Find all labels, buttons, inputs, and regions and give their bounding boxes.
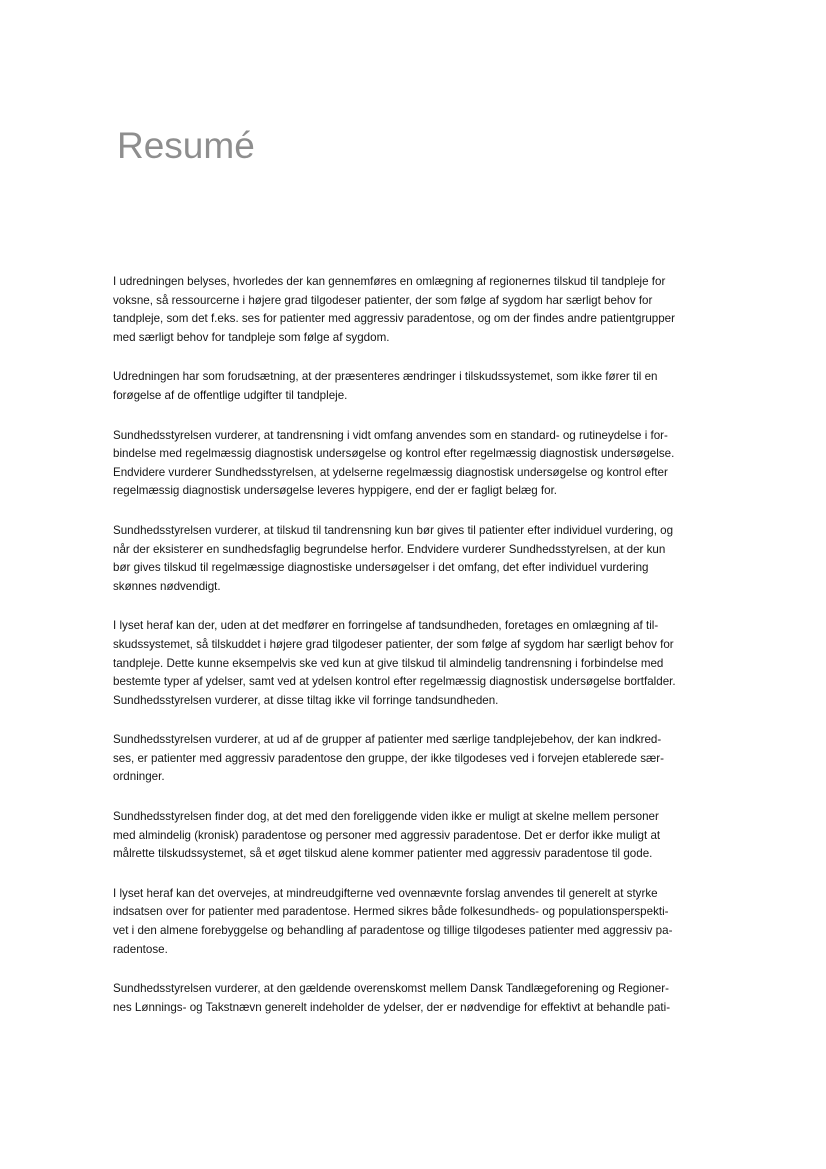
- text-line: ordninger.: [113, 770, 165, 784]
- text-line: bestemte typer af ydelser, samt ved at ydelsen kontrol efter regelmæssig diagnostisk undersøgelse bortfalder.: [113, 675, 676, 689]
- paragraph: [113, 808, 688, 864]
- text-line: med særligt behov for tandpleje som følge af sygdom.: [113, 330, 390, 344]
- text-line: bør gives tilskud til regelmæssige diagnostiske undersøgelser i det omfang, det efter individuel vurdering: [113, 561, 649, 575]
- text-line: bindelse med regelmæssig diagnostisk undersøgelse og kontrol efter regelmæssig diagnostisk undersøgelse.: [113, 447, 675, 461]
- text-line: målrette tilskudssystemet, så et øget tilskud alene kommer patienter med aggressiv paradentose til gode.: [113, 847, 653, 861]
- text-line: Sundhedsstyrelsen vurderer, at ud af de grupper af patienter med særlige tandplejebehov, der kan indkred-: [113, 733, 662, 747]
- text-line: I udredningen belyses, hvorledes der kan gennemføres en omlægning af regionernes tilskud til tandpleje for: [113, 275, 666, 288]
- text-line: Sundhedsstyrelsen vurderer, at den gældende overenskomst mellem Dansk Tandlægeforening og Regioner-: [113, 982, 669, 996]
- paragraph: [113, 731, 688, 787]
- paragraph: [113, 617, 688, 710]
- paragraph: [113, 273, 688, 347]
- text-line: Udredningen har som forudsætning, at der præsenteres ændringer i tilskudssystemet, som ikke fører til en: [113, 370, 658, 384]
- text-line: når der eksisterer en sundhedsfaglig begrundelse herfor. Endvidere vurderer Sundhedsstyrelsen, at der kun: [113, 542, 666, 556]
- paragraph: [113, 522, 688, 596]
- text-line: radentose.: [113, 942, 168, 956]
- text-line: Endvidere vurderer Sundhedsstyrelsen, at ydelserne regelmæssig diagnostisk undersøgelse og kontrol efter: [113, 465, 668, 479]
- text-line: indsatsen over for patienter med paradentose. Hermed sikres både folkesundheds- og populationsperspekti-: [113, 905, 669, 919]
- paragraph: [113, 368, 688, 405]
- text-line: voksne, så ressourcerne i højere grad tilgodeser patienter, der som følge af sygdom har særligt behov for: [113, 293, 653, 307]
- text-line: regelmæssig diagnostisk undersøgelse leveres hyppigere, end der er fagligt belæg for.: [113, 484, 558, 498]
- text-line: tandpleje. Dette kunne eksempelvis ske ved kun at give tilskud til almindelig tandrensning i forbindelse med: [113, 656, 664, 670]
- text-line: Sundhedsstyrelsen vurderer, at tilskud til tandrensning kun bør gives til patienter efter individuel vurdering, og: [113, 523, 674, 537]
- text-line: skudssystemet, så tilskuddet i højere grad tilgodeser patienter, der som følge af sygdom har særligt behov for: [113, 637, 674, 651]
- text-line: forøgelse af de offentlige udgifter til tandpleje.: [113, 388, 348, 402]
- text-line: vet i den almene forebyggelse og behandling af paradentose og tillige tilgodeses patienter med aggressiv pa-: [113, 924, 673, 938]
- paragraph: [113, 427, 688, 501]
- text-line: Sundhedsstyrelsen vurderer, at disse tiltag ikke vil forringe tandsundheden.: [113, 693, 499, 707]
- text-line: Sundhedsstyrelsen vurderer, at tandrensning i vidt omfang anvendes som en standard- og rutineydelse i for-: [113, 428, 668, 442]
- text-line: Sundhedsstyrelsen finder dog, at det med den foreliggende viden ikke er muligt at skelne mellem personer: [113, 810, 659, 824]
- paragraph: [113, 980, 688, 1017]
- text-line: ses, er patienter med aggressiv paradentose den gruppe, der ikke tilgodeses ved i forvejen etablerede sær-: [113, 751, 665, 765]
- text-line: I lyset heraf kan det overvejes, at mindreudgifterne ved ovennævnte forslag anvendes til generelt at styrke: [113, 886, 658, 900]
- paragraph: [113, 885, 688, 959]
- text-line: nes Lønnings- og Takstnævn generelt indeholder de ydelser, der er nødvendige for effektivt at behandle pati-: [113, 1000, 671, 1014]
- text-line: I lyset heraf kan der, uden at det medfører en forringelse af tandsundheden, foretages en omlægning af til-: [113, 619, 659, 633]
- text-line: skønnes nødvendigt.: [113, 579, 221, 593]
- document-body: [113, 273, 688, 1038]
- text-line: tandpleje, som det f.eks. ses for patienter med aggressiv paradentose, og om der findes andre patientgrupper: [113, 312, 675, 326]
- text-line: med almindelig (kronisk) paradentose og personer med aggressiv paradentose. Det er derfor ikke muligt at: [113, 828, 661, 842]
- page-title: Resumé: [117, 125, 255, 166]
